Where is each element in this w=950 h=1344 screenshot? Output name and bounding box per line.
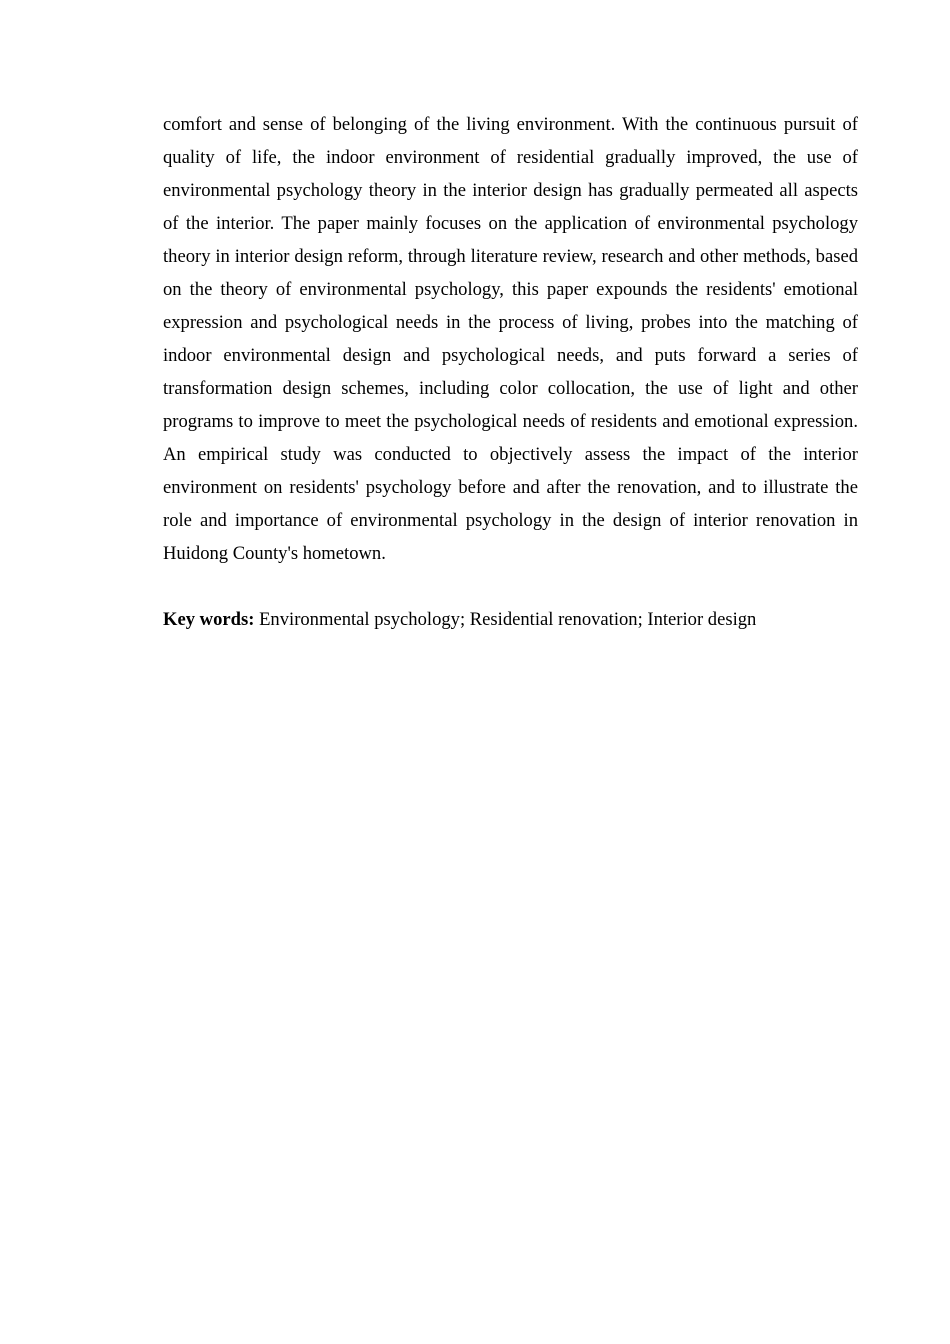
- abstract-paragraph: comfort and sense of belonging of the living environment. With the continuous pursuit of quality of life, the indoor environment of residential gradually improved, the use of environmental psychology theory in the interior design has gradually permeated all aspects of the interior. The paper mainly focuses on the application of environmental psychology theory in interior design reform, through literature review, research and other methods, based on the theory of environmental psychology, this paper expounds the residents' emotional expression and psychological needs in the process of living, probes into the matching of indoor environmental design and psychological needs, and puts forward a series of transformation design schemes, including color collocation, the use of light and other programs to improve to meet the psychological needs of residents and emotional expression. An empirical study was conducted to objectively assess the impact of the interior environment on residents' psychology before and after the renovation, and to illustrate the role and importance of environmental psychology in the design of interior renovation in Huidong County's hometown.: [163, 114, 858, 564]
- abstract-section: [163, 108, 858, 636]
- keywords-text: Environmental psychology; Residential renovation; Interior design: [259, 609, 757, 630]
- keywords-label: Key words:: [163, 609, 255, 630]
- keywords-line: [163, 603, 858, 636]
